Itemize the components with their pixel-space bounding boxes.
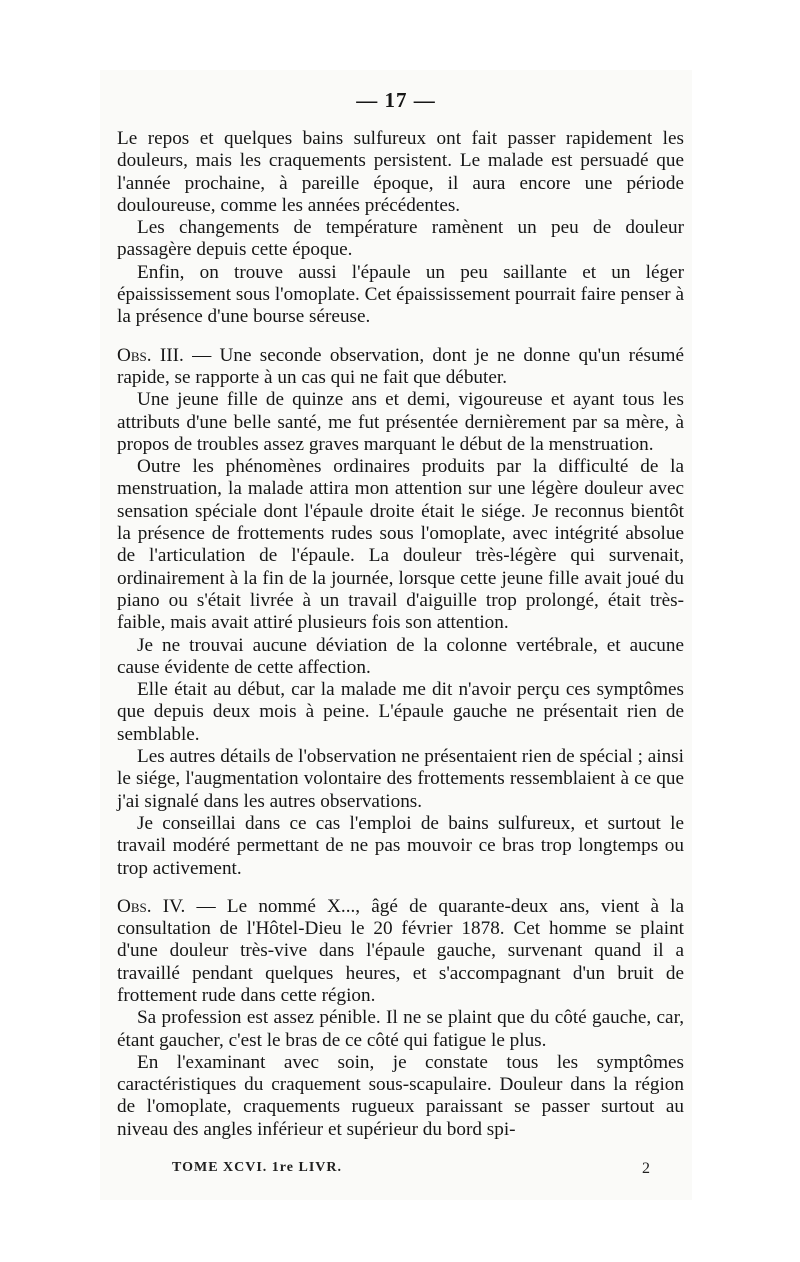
paragraph-text: Je conseillai dans ce cas l'emploi de bains sulfureux, et surtout le travail modéré permettant de ne pas mouvoir ce bras trop longtemps ou trop activement. xyxy=(117,812,684,879)
paragraph xyxy=(117,1007,684,1052)
paragraph-text: Le repos et quelques bains sulfureux ont fait passer rapidement les douleurs, mais les craquements persistent. Le malade est persuadé que l'année prochaine, à pareille époque, il aura encore une période douloureuse, comme les années précédentes. xyxy=(117,128,684,216)
paragraph xyxy=(117,262,684,329)
paragraph-text: — Une seconde observation, dont je ne donne qu'un résumé rapide, se rapporte à un cas qui ne fait que débuter. xyxy=(117,344,685,388)
paragraph xyxy=(117,813,684,880)
paragraph xyxy=(117,635,684,680)
page-number: — 17 — xyxy=(356,88,436,112)
paragraph xyxy=(117,679,684,746)
paragraph-text: Outre les phénomènes ordinaires produits par la difficulté de la menstruation, la malade attira mon attention sur une légère douleur avec sensation spéciale dont l'épaule droite était le siége. Je reconnus bientôt la présence de frottements rudes sous l'omoplate, avec intégrité absolue de l'articulation de l'épaule. La douleur très-légère qui survenait, ordinairement à la fin de la journée, lorsque cette jeune fille avait joué du piano ou s'était livrée à un travail d'aiguille trop prolongé, était très-faible, mais avait attiré plusieurs fois son attention. xyxy=(117,456,684,634)
observation-heading-paragraph xyxy=(117,345,684,390)
paragraph-text: Les autres détails de l'observation ne présentaient rien de spécial ; ainsi le siége, l'augmentation volontaire des frottements ressemblaient à ce que j'ai signalé dans les autres observations. xyxy=(117,746,684,812)
observation-label: Obs. IV. xyxy=(117,895,186,917)
gathering-number: 2 xyxy=(642,1160,650,1177)
observation-label: Obs. III. xyxy=(117,344,184,366)
observation-heading-paragraph xyxy=(117,896,684,1007)
paragraph-text: En l'examinant avec soin, je constate tous les symptômes caractéristiques du craquement sous-scapulaire. Douleur dans la région de l'omoplate, craquements rugueux paraissant se passer surtout au niveau des angles inférieur et supérieur du bord spi- xyxy=(117,1051,684,1140)
paragraph xyxy=(117,389,684,456)
paragraph-text: Enfin, on trouve aussi l'épaule un peu saillante et un léger épaississement sous l'omoplate. Cet épaississement pourrait faire penser à la présence d'une bourse séreuse. xyxy=(117,261,684,328)
signature-mark: TOME XCVI. 1re LIVR. xyxy=(172,1160,342,1175)
paragraph-text: Je ne trouvai aucune déviation de la colonne vertébrale, et aucune cause évidente de cette affection. xyxy=(117,634,684,678)
paragraph-text: Elle était au début, car la malade me dit n'avoir perçu ces symptômes que depuis deux mois à peine. L'épaule gauche ne présentait rien de semblable. xyxy=(117,679,684,745)
paragraph xyxy=(117,1052,684,1141)
body-text xyxy=(117,128,684,1141)
paragraph-text: — Le nommé X..., âgé de quarante-deux ans, vient à la consultation de l'Hôtel-Dieu le 20 février 1878. Cet homme se plaint d'une douleur très-vive dans l'épaule gauche, survenant quand il a travaillé pendant quelques heures, et s'accompagnant d'un bruit de frottement rude dans cette région. xyxy=(117,895,685,1006)
paragraph xyxy=(117,128,684,217)
paragraph xyxy=(117,746,684,813)
paragraph-text: Sa profession est assez pénible. Il ne se plaint que du côté gauche, car, étant gaucher, c'est le bras de ce côté qui fatigue le plus. xyxy=(117,1007,684,1051)
paragraph xyxy=(117,217,684,262)
paragraph-text: Une jeune fille de quinze ans et demi, vigoureuse et ayant tous les attributs d'une belle santé, me fut présentée dernièrement par sa mère, à propos de troubles assez graves marquant le début de la menstruation. xyxy=(117,389,684,455)
book-page xyxy=(100,70,692,1200)
paragraph xyxy=(117,456,684,634)
paragraph-text: Les changements de température ramènent un peu de douleur passagère depuis cette époque. xyxy=(117,217,684,261)
